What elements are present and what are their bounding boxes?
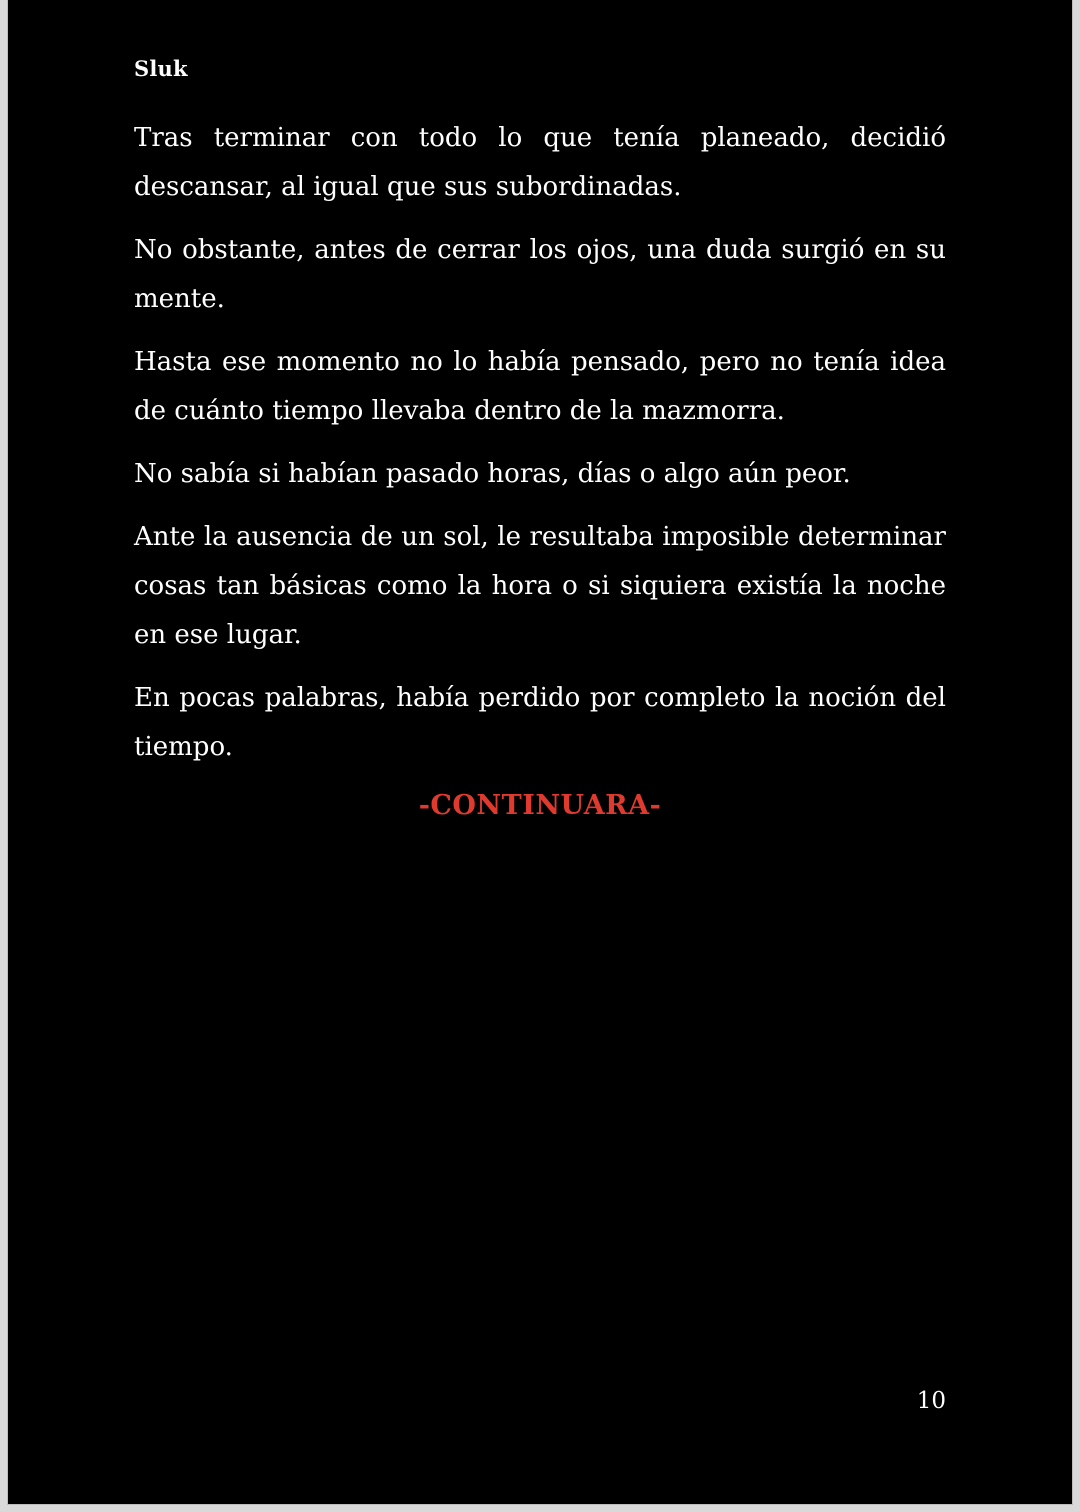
paragraph: Hasta ese momento no lo había pensado, pero no tenía idea de cuánto tiempo llevaba dentro de la mazmorra. <box>134 347 946 426</box>
paragraph: No obstante, antes de cerrar los ojos, una duda surgió en su mente. <box>134 235 946 314</box>
paragraph: Ante la ausencia de un sol, le resultaba imposible determinar cosas tan básicas como la hora o si siquiera existía la noche en ese lugar. <box>134 522 946 650</box>
running-header-author: Sluk <box>134 56 188 81</box>
paragraph: Tras terminar con todo lo que tenía planeado, decidió descansar, al igual que sus subordinadas. <box>134 123 946 202</box>
paragraph: En pocas palabras, había perdido por completo la noción del tiempo. <box>134 683 946 762</box>
page-body <box>134 114 946 786</box>
document-page <box>8 0 1072 1504</box>
page-number: 10 <box>916 1388 946 1414</box>
paragraph: No sabía si habían pasado horas, días o algo aún peor. <box>134 459 851 489</box>
continued-marker: -CONTINUARA- <box>418 790 662 821</box>
